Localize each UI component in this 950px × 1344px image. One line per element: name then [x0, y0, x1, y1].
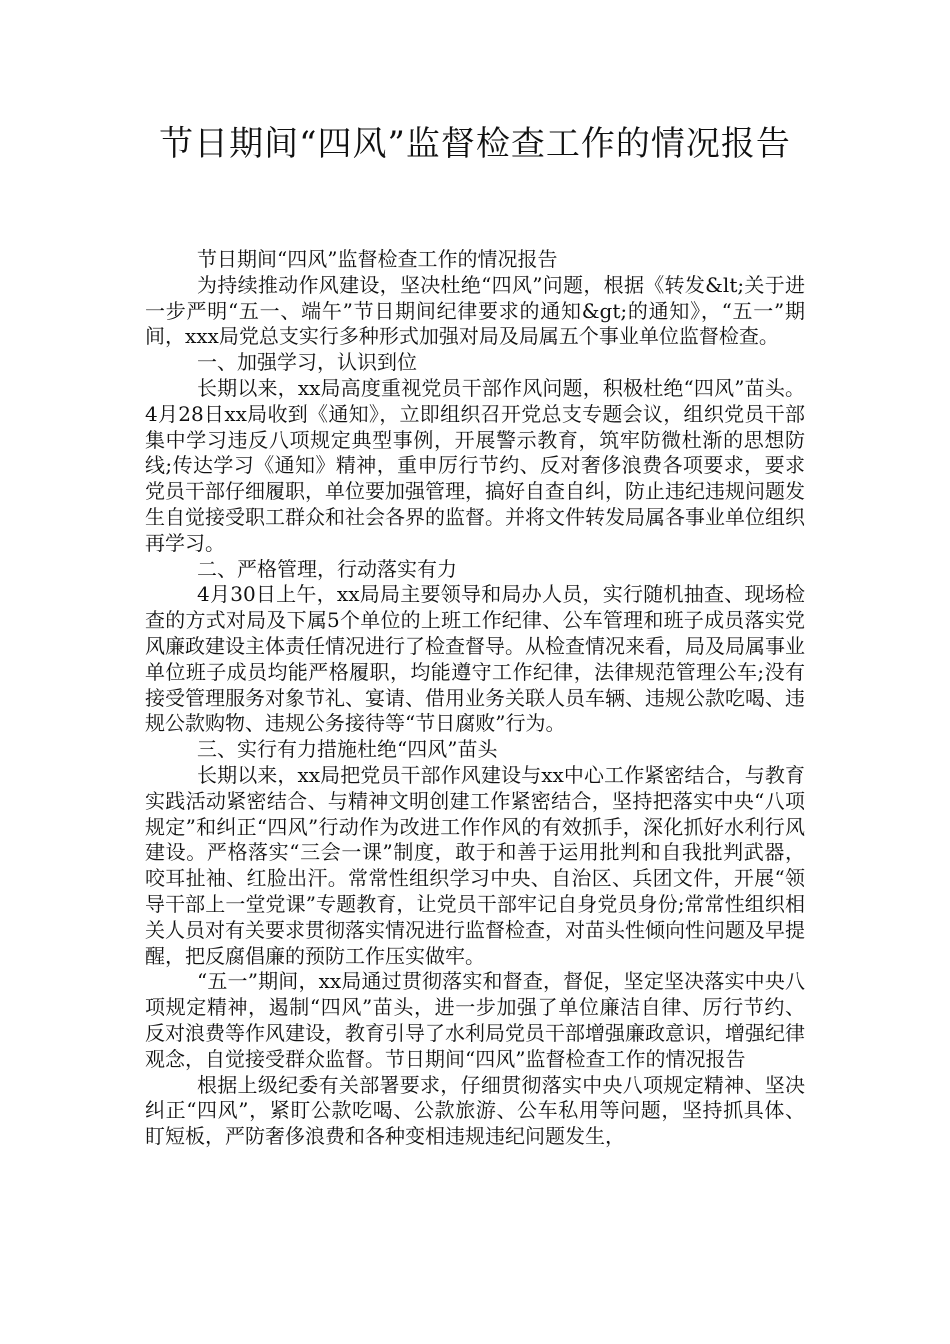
section-1-paragraph: 长期以来，xx局高度重视党员干部作风问题，积极杜绝“四风”苗头。4月28日xx局收到《通知》，立即组织召开党总支专题会议，组织党员干部集中学习违反八项规定典型事例，开展警示教育，筑牢防微杜渐的思想防线;传达学习《通知》精神，重申厉行节约、反对奢侈浪费各项要求，要求党员干部仔细履职，单位要加强管理，搞好自查自纠，防止违纪违规问题发生自觉接受职工群众和社会各界的监督。并将文件转发局属各事业单位组织再学习。: [145, 375, 805, 555]
document-body: [145, 247, 805, 1150]
may-day-paragraph: “五一”期间，xx局通过贯彻落实和督查，督促，坚定坚决落实中央八项规定精神，遏制“四风”苗头，进一步加强了单位廉洁自律、厉行节约、反对浪费等作风建设，教育引导了水利局党员干部增强廉政意识，增强纪律观念，自觉接受群众监督。节日期间“四风”监督检查工作的情况报告: [145, 969, 805, 1071]
section-heading-1: 一、加强学习，认识到位: [197, 350, 417, 375]
section-heading-2: 二、严格管理，行动落实有力: [197, 556, 457, 581]
intro-paragraph: 为持续推动作风建设，坚决杜绝“四风”问题，根据《转发&lt;关于进一步严明“五一、端午”节日期间纪律要求的通知&gt;的通知》，“五一”期间，xxx局党总支实行多种形式加强对局及局属五个事业单位监督检查。: [145, 272, 805, 349]
document-title: 节日期间“四风”监督检查工作的情况报告: [159, 124, 791, 164]
closing-paragraph: 根据上级纪委有关部署要求，仔细贯彻落实中央八项规定精神、坚决纠正“四风”，紧盯公款吃喝、公款旅游、公车私用等问题，坚持抓具体、盯短板，严防奢侈浪费和各种变相违规违纪问题发生，: [145, 1072, 805, 1149]
section-2-paragraph: 4月30日上午，xx局局主要领导和局办人员，实行随机抽查、现场检查的方式对局及下属5个单位的上班工作纪律、公车管理和班子成员落实党风廉政建设主体责任情况进行了检查督导。从检查情况来看，局及局属事业单位班子成员均能严格履职，均能遵守工作纪律，法律规范管理公车;没有接受管理服务对象节礼、宴请、借用业务关联人员车辆、违规公款吃喝、违规公款购物、违规公务接待等“节日腐败”行为。: [145, 582, 805, 736]
section-heading-3: 三、实行有力措施杜绝“四风”苗头: [197, 737, 498, 762]
body-subtitle: 节日期间“四风”监督检查工作的情况报告: [197, 247, 558, 271]
section-3-paragraph: 长期以来，xx局把党员干部作风建设与xx中心工作紧密结合，与教育实践活动紧密结合、与精神文明创建工作紧密结合，坚持把落实中央“八项规定”和纠正“四风”行动作为改进工作作风的有效抓手，深化抓好水利行风建设。严格落实“三会一课”制度，敢于和善于运用批判和自我批判武器，咬耳扯袖、红脸出汗。常常性组织学习中央、自治区、兵团文件，开展“领导干部上一堂党课”专题教育，让党员干部牢记自身党员身份;常常性组织相关人员对有关要求贯彻落实情况进行监督检查，对苗头性倾向性问题及早提醒，把反腐倡廉的预防工作压实做牢。: [145, 762, 805, 968]
